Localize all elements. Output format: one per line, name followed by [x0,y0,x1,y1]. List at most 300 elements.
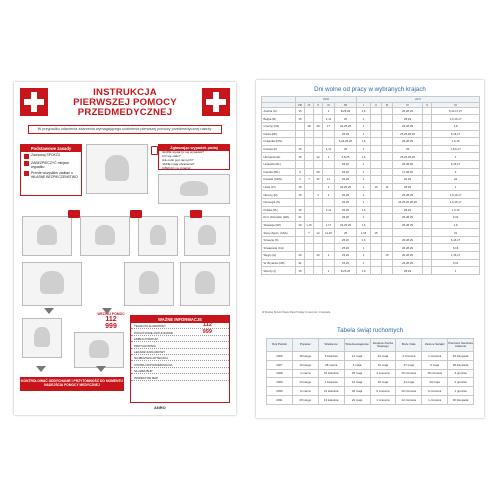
table-cell: 9 czerwca [422,387,448,396]
day-cell: 26,28,29 [393,259,423,267]
day-cell: 6,16,17 [432,236,480,244]
day-cell: 15 [296,183,305,191]
table-cell: 30 listopada [448,395,474,404]
emergency-number: 112 [105,316,117,323]
holidays-note: W Wielkiej Brytanii Święto Bank Holiday 31 sierpnia i 1 listopada [262,311,331,314]
day-cell [423,176,432,184]
day-cell: 29 [296,221,305,229]
day-cell: 1 [432,183,480,191]
day-cell [314,115,323,123]
day-cell: 25,26 [335,160,357,168]
day-cell: 1 [432,153,480,161]
day-cell [314,130,323,138]
day-cell [305,183,314,191]
table-cell: 16 maja [370,360,396,369]
table-row [262,145,480,153]
day-cell [423,236,432,244]
day-cell [314,259,323,267]
day-cell: 29 [393,145,423,153]
table-cell: 2028 [267,369,293,378]
day-cell [305,145,314,153]
day-cell [371,168,382,176]
day-cell: 1 [357,214,371,222]
table-cell: 2030 [267,387,293,396]
day-cell [314,214,323,222]
day-cell [382,138,393,146]
holidays-title: Dni wolne od pracy w wybranych krajach [314,86,426,93]
table-cell: 27 maja [396,360,422,369]
country-cell: Finlandia (FIN) [262,138,296,146]
day-cell: 15 [296,153,305,161]
day-cell [305,107,314,115]
day-cell [371,206,382,214]
day-cell [371,107,382,115]
table-cell: 1 kwietnia [318,378,344,387]
day-cell [423,244,432,252]
red-cross-icon [20,88,48,116]
day-cell [305,138,314,146]
table-row [262,198,480,206]
table-row [262,122,480,130]
day-cell [323,236,335,244]
country-cell: Polska (PL) [262,206,296,214]
day-cell [393,229,423,237]
day-cell [382,259,393,267]
info-row: POGOTOWIE RATUNKOWE 999 [131,329,229,335]
column-header: Zesłanie Ducha Świętego [370,339,396,352]
day-cell: 25,26 [335,244,357,252]
day-cell [423,183,432,191]
table-cell: 6 maja [422,360,448,369]
month-header: XI [323,102,335,107]
day-cell: 23 [314,252,323,260]
red-cross-icon [202,88,230,116]
day-cell [382,229,393,237]
day-cell: 1,8 [432,122,480,130]
day-cell: 1,16,17 [432,252,480,260]
info-row: SŁUŻBA BHP [131,368,229,374]
day-cell [382,236,393,244]
day-cell: 31 [296,259,305,267]
important-info-box [130,315,230,403]
day-cell: 26,28,29 [393,252,423,260]
day-cell: 1,6 [357,138,371,146]
day-cell: 1 [357,160,371,168]
table-cell: 30 maja [344,387,370,396]
day-cell [382,191,393,199]
day-cell: 28,29 [393,115,423,123]
day-cell: 1,6 [357,236,371,244]
day-cell [423,267,432,275]
day-cell: 26,28,29 [393,107,423,115]
day-cell [371,138,382,146]
day-cell [305,153,314,161]
table-cell: 9 czerwca [370,387,396,396]
info-row: NAJBLIŻSZA APTECZKA [131,355,229,361]
day-cell [423,153,432,161]
report-heading: Zgłaszając wypadek podaj [159,145,229,151]
day-cell [423,122,432,130]
day-cell [423,115,432,123]
day-cell [314,244,323,252]
day-cell: 5,14,17,27 [432,107,480,115]
column-header: Pierwsza Niedziela Adwentu [448,339,474,352]
recovery-illustration [158,174,230,204]
table-cell: 15 czerwca [396,369,422,378]
table-row [262,206,480,214]
country-cell: Szwecja (S) [262,236,296,244]
day-cell: 6,16,17 [432,130,480,138]
table-row [262,191,480,199]
table-cell: 24 maja [370,352,396,361]
month-header: IV [393,102,423,107]
day-cell: 24,25,26 [335,221,357,229]
table-cell: 22 maja [344,395,370,404]
day-cell: 8,25,26 [335,107,357,115]
day-cell: 11,26 [323,229,335,237]
country-cell: Czechy (CZ) [262,122,296,130]
day-cell: 25,26 [335,259,357,267]
table-row [262,160,480,168]
day-cell: 7 [305,229,314,237]
step-illustration [22,318,62,358]
day-cell [423,168,432,176]
day-cell: 26 [314,168,323,176]
day-cell [371,130,382,138]
day-cell: 8,25,26 [335,267,357,275]
day-cell: 25,26,28,29 [393,153,423,161]
day-cell: 25 [335,145,357,153]
country-cell: Słowacja (SK) [262,221,296,229]
day-cell [423,229,432,237]
rescue-illustration [86,144,148,194]
day-cell: 3 [296,176,305,184]
day-cell: 1,11 [323,115,335,123]
day-cell: 1 [357,198,371,206]
column-header: Rok Pański [267,339,293,352]
country-cell: Włochy (I) [262,267,296,275]
warning-icon [24,154,29,159]
day-cell: 1,11 [323,206,335,214]
day-cell: 1 [323,191,335,199]
day-cell [323,244,335,252]
day-cell: 15 [296,115,305,123]
step-illustration [138,216,178,256]
day-cell: 26,28,29 [393,138,423,146]
day-cell: 11 [323,176,335,184]
day-cell: 1,8 [432,221,480,229]
day-cell: 28 [314,122,323,130]
day-cell [423,130,432,138]
table-cell: 31 maja [396,378,422,387]
poster-subtitle: W przypadku zdarzenia zdarzenia wymagającego udzielenia pierwszej pomocy przedmedycznej należy: [28,125,222,134]
info-row: INSPEKTOR BHP [131,374,229,380]
day-cell [314,138,323,146]
day-cell [323,138,335,146]
day-cell: 20 [296,252,305,260]
day-cell [382,267,393,275]
column-header: Wielkanoc [318,339,344,352]
table-row [262,267,480,275]
country-cell: Dania (DK) [262,130,296,138]
day-cell [371,244,382,252]
brand-logo: ANRO [154,405,166,410]
day-cell: 26,28,29 [393,221,423,229]
day-cell: 1 [357,130,371,138]
day-cell [305,130,314,138]
day-cell [423,198,432,206]
month-header: V [423,102,432,107]
day-cell: 25 [335,115,357,123]
day-cell [382,214,393,222]
day-cell: 15 [296,206,305,214]
day-cell [371,214,382,222]
column-header: Zielone Świątki [422,339,448,352]
month-header: IX [305,102,314,107]
basic-rules-box [20,144,82,196]
day-cell: 26,28,29 [393,122,423,130]
table-cell: 1 czerwca [370,395,396,404]
day-cell [423,145,432,153]
table-row [267,378,474,387]
day-cell: 28,29 [393,206,423,214]
day-cell [305,206,314,214]
table-row [262,244,480,252]
column-header: Wniebowstąpienie [344,339,370,352]
day-cell: 1 [323,267,335,275]
day-cell [423,214,432,222]
day-cell: 1,15 [306,222,312,227]
day-cell: 1,6 [357,221,371,229]
day-cell: 11 [382,183,393,191]
day-cell: 3 [432,168,480,176]
day-cell [382,153,393,161]
country-cell: Norwegia (N) [262,198,296,206]
day-cell: 1 [323,107,335,115]
country-cell: Austria (A) [262,107,296,115]
table-row [262,153,480,161]
day-cell [423,191,432,199]
phone-icon [151,146,158,155]
table-cell: 20 czerwca [396,387,422,396]
arrow-down-icon [102,308,112,314]
table-cell: 21 kwietnia [318,387,344,396]
table-cell: 14 maja [344,352,370,361]
table-cell: 20 maja [370,378,396,387]
table-row [262,183,480,191]
day-cell: 31 [296,214,305,222]
day-cell [382,221,393,229]
day-cell: 12 [314,153,323,161]
day-cell [382,244,393,252]
day-cell: 1,3,16 [432,206,480,214]
day-cell: 25,26 [335,168,357,176]
first-aid-poster [14,82,236,415]
movable-feasts-table [266,338,474,405]
warning-icon [24,171,29,176]
table-cell: 3 grudnia [448,369,474,378]
table-row [262,176,480,184]
day-cell [371,160,382,168]
day-cell [314,236,323,244]
table-cell: 10 lutego [292,360,318,369]
day-cell: 3 [296,168,305,176]
month-header: I [357,102,371,107]
table-row [262,221,480,229]
day-cell: 3 [314,191,323,199]
day-cell: 1,17 [323,221,335,229]
info-row: AMBULATORIUM [131,336,229,342]
table-cell: 4 czerwca [396,352,422,361]
month-header: XII [335,102,357,107]
day-cell [305,259,314,267]
table-cell: 28 marca [318,360,344,369]
poster-title: INSTRUKCJA PIERWSZEJ POMOCY PRZEDMEDYCZNEJ [73,87,177,118]
day-cell: 1 [323,252,335,260]
arrow-down-icon [96,366,106,372]
info-row: PRZYCHODNIA [131,342,229,348]
step-illustration [180,262,230,306]
day-cell [314,107,323,115]
day-cell: 25,26 [335,214,357,222]
day-cell [423,259,432,267]
table-cell: 16 kwietnia [318,369,344,378]
day-cell: 6,16,17 [432,160,480,168]
table-cell: 1 czerwca [422,352,448,361]
day-cell [314,267,323,275]
day-cell: 17,28,29 [393,168,423,176]
day-cell [382,206,393,214]
day-cell: 1,6 [357,206,371,214]
day-cell: 25,26,28,29 [393,130,423,138]
day-cell [296,160,305,168]
day-cell: 1 [357,145,371,153]
table-cell: 15 czerwca [422,369,448,378]
info-row: LEKARZ ZAKŁADOWY [131,349,229,355]
day-cell [382,122,393,130]
country-cell: Szwajcaria (CH) [262,244,296,252]
day-cell: 24,25,26 [335,183,357,191]
day-cell: 16 [371,183,382,191]
day-cell: 1,6 [357,153,371,161]
day-cell: 12 [314,176,323,184]
arrow-down-icon [44,308,54,314]
day-cell [371,252,382,260]
table-cell: 5 kwietnia [318,352,344,361]
table-header-row [267,339,474,352]
warning-icon [24,161,29,166]
table-row [267,369,474,378]
day-cell: 24 [432,176,480,184]
month-header: II [371,102,382,107]
day-cell [423,252,432,260]
day-cell: 1 [357,191,371,199]
day-cell [423,160,432,168]
info-row: OSOBA ODPOWIEDZIALNA [131,361,229,367]
day-cell [371,267,382,275]
day-cell: 25,26 [335,236,357,244]
day-cell [371,236,382,244]
day-cell [305,236,314,244]
month-header: VIII [296,102,305,107]
emergency-number: 999 [105,323,117,330]
day-cell [423,107,432,115]
country-cell: Port. Wszystko (WA) [262,214,296,222]
day-cell [371,153,382,161]
day-cell [423,138,432,146]
table-cell: 6 maja [344,360,370,369]
day-cell [382,176,393,184]
day-cell: 1 [357,176,371,184]
day-cell: 15 [296,191,305,199]
day-cell: 25,26 [335,206,357,214]
day-cell: 26,28,29 [393,214,423,222]
day-cell: 3,31 [432,259,480,267]
column-header: Popielec [292,339,318,352]
day-cell: 1 [357,252,371,260]
day-cell [423,221,432,229]
day-cell [314,160,323,168]
day-cell [371,176,382,184]
day-cell: 26,28,29 [393,244,423,252]
step-tag [190,210,202,218]
day-cell [314,221,323,229]
country-cell: Stany Zjedn. (USA) [262,229,296,237]
day-cell [296,244,305,252]
step-illustration [22,216,72,256]
table-row [267,387,474,396]
day-cell [314,183,323,191]
table-cell: 18 lutego [292,352,318,361]
day-cell: 1,6 [357,267,371,275]
day-cell [305,267,314,275]
day-cell [305,191,314,199]
day-cell: 1 [357,244,371,252]
day-cell: 1,18 [357,229,371,237]
table-row [262,115,480,123]
table-cell: 1 czerwca [422,395,448,404]
column-header: Boże Ciało [396,339,422,352]
day-cell [323,130,335,138]
day-cell: 1 [357,183,371,191]
day-cell [382,145,393,153]
day-cell [371,115,382,123]
table-cell: 4 czerwca [370,369,396,378]
day-cell [323,160,335,168]
table-row [262,130,480,138]
rules-heading: Podstawowe zasady [21,145,81,152]
day-cell: 25,26 [335,130,357,138]
table-row [262,229,480,237]
day-cell [296,122,305,130]
day-cell: 26,28,29 [393,160,423,168]
country-cell: Francja (F) [262,145,296,153]
monitor-breathing-banner: KONTROLOWAĆ ODDYCHANIE I PRZYTOMNOŚĆ DO MOMENTU NADEJŚCIA POMOCY MEDYCZNEJ [20,377,124,391]
table-cell: 2026 [267,352,293,361]
day-cell [371,191,382,199]
day-cell: 28,29 [393,183,423,191]
day-cell: 1 [323,183,335,191]
day-cell [323,259,335,267]
report-accident-box: Zgłaszając wypadek podaj GDZIE wydarzył się wypadek? CO się stało? ILE osób jest rannych? JAKIE mają obrażenia? CZEKAĆ na pytania! [158,144,230,170]
day-cell [371,259,382,267]
info-heading: WAŻNE INFORMACJE [131,316,229,323]
step-illustration [22,262,82,306]
step-illustration [74,332,124,368]
day-cell: 15 [382,252,393,260]
table-cell: 1 marca [292,369,318,378]
table-cell: 1 grudnia [448,387,474,396]
